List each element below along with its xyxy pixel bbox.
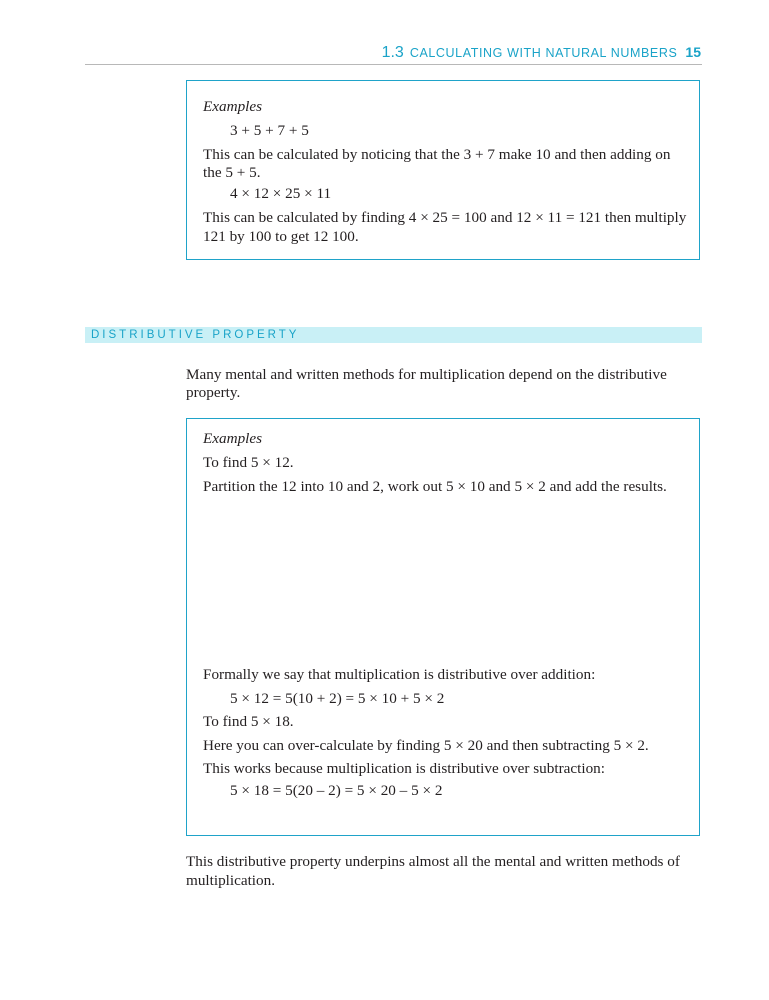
example-line-formally: Formally we say that multiplication is distributive over addition: bbox=[203, 666, 596, 683]
intro-paragraph-line1: Many mental and written methods for multiplication depend on the distributive bbox=[186, 366, 667, 383]
section-number: 1.3 bbox=[381, 44, 404, 61]
example-explanation-2b: 121 by 100 to get 12 100. bbox=[203, 228, 359, 245]
header-divider bbox=[85, 64, 702, 65]
example-line-over-calculate: Here you can over-calculate by finding 5 × 20 and then subtracting 5 × 2. bbox=[203, 737, 649, 754]
example-expression-1: 3 + 5 + 7 + 5 bbox=[230, 122, 309, 139]
closing-paragraph-line1: This distributive property underpins almost all the mental and written methods of bbox=[186, 853, 680, 870]
example-expression-2: 4 × 12 × 25 × 11 bbox=[230, 185, 332, 202]
example-line-partition: Partition the 12 into 10 and 2, work out 5 × 10 and 5 × 2 and add the results. bbox=[203, 478, 667, 495]
example-line-find-5x18: To find 5 × 18. bbox=[203, 713, 294, 730]
section-heading: DISTRIBUTIVE PROPERTY bbox=[91, 329, 300, 341]
examples-heading-1: Examples bbox=[203, 98, 263, 115]
example-line-subtraction: This works because multiplication is distributive over subtraction: bbox=[203, 760, 605, 777]
intro-paragraph-line2: property. bbox=[186, 384, 241, 401]
equation-distributive-addition: 5 × 12 = 5(10 + 2) = 5 × 10 + 5 × 2 bbox=[230, 690, 445, 707]
example-explanation-1b: the 5 + 5. bbox=[203, 164, 261, 181]
example-explanation-1a: This can be calculated by noticing that the 3 + 7 make 10 and then adding on bbox=[203, 146, 671, 163]
equation-distributive-subtraction: 5 × 18 = 5(20 – 2) = 5 × 20 – 5 × 2 bbox=[230, 782, 443, 799]
examples-heading-2: Examples bbox=[203, 430, 263, 447]
example-explanation-2a: This can be calculated by finding 4 × 25 = 100 and 12 × 11 = 121 then multiply bbox=[203, 209, 687, 226]
closing-paragraph-line2: multiplication. bbox=[186, 872, 276, 889]
page-number: 15 bbox=[685, 44, 701, 60]
example-line-find-5x12: To find 5 × 12. bbox=[203, 454, 294, 471]
running-header bbox=[382, 44, 701, 62]
section-title-header: CALCULATING WITH NATURAL NUMBERS bbox=[409, 46, 678, 60]
